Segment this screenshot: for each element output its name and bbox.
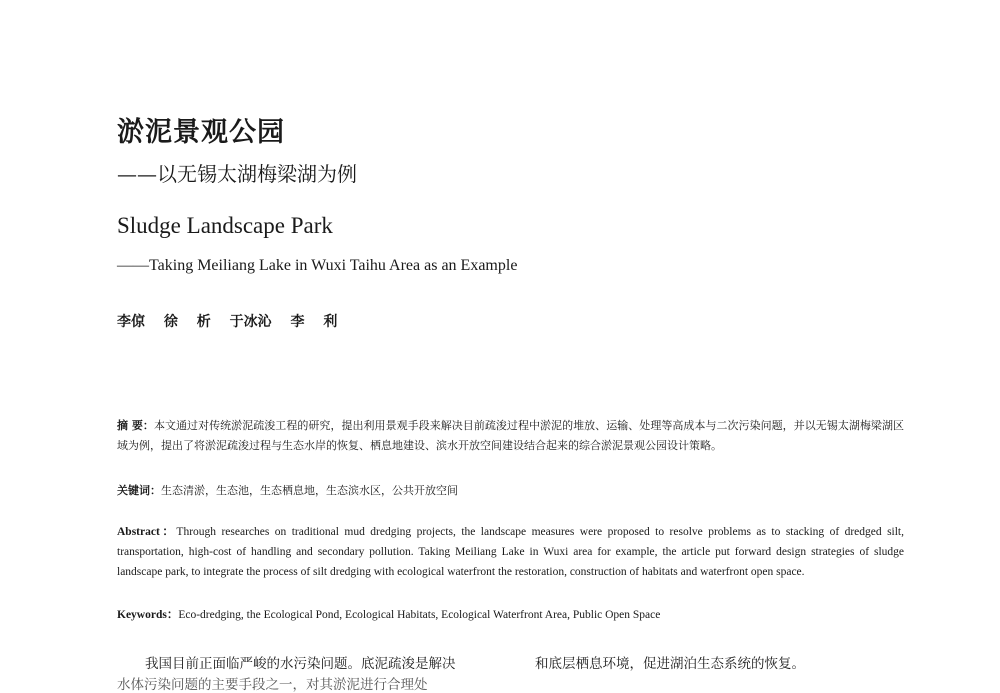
article-title-zh: 淤泥景观公园 [117, 117, 285, 148]
keywords-zh-label: 关键词： [117, 484, 161, 497]
abstract-zh [117, 416, 904, 456]
body-text-left-line2: 水体污染问题的主要手段之一，对其淤泥进行合理处 [117, 677, 428, 693]
article-subtitle-zh: ——以无锡太湖梅梁湖为例 [117, 162, 357, 186]
article-subtitle-en: ——Taking Meiliang Lake in Wuxi Taihu Area as an Example [117, 257, 518, 274]
author-list: 李倞 徐 析 于冰沁 李 利 [117, 314, 338, 330]
abstract-en-label: Abstract： [117, 526, 177, 538]
abstract-zh-label: 摘 要： [117, 419, 154, 432]
keywords-zh [117, 481, 904, 501]
keywords-zh-text: 生态清淤，生态池，生态栖息地，生态滨水区，公共开放空间 [161, 484, 458, 497]
body-text-left-line1: 我国目前正面临严峻的水污染问题。底泥疏浚是解决 [145, 656, 456, 672]
article-title-en: Sludge Landscape Park [117, 213, 333, 238]
keywords-en-text: Eco-dredging, the Ecological Pond, Ecological Habitats, Ecological Waterfront Area, Public Open Space [178, 609, 661, 621]
body-text-right-line1: 和底层栖息环境，促进湖泊生态系统的恢复。 [535, 656, 805, 672]
abstract-zh-text: 本文通过对传统淤泥疏浚工程的研究，提出利用景观手段来解决目前疏浚过程中淤泥的堆放、运输、处理等高成本与二次污染问题，并以无锡太湖梅梁湖区域为例，提出了将淤泥疏浚过程与生态水岸的恢复、栖息地建设、滨水开放空间建设结合起来的综合淤泥景观公园设计策略。 [117, 419, 904, 452]
abstract-en-text: Through researches on traditional mud dredging projects, the landscape measures were proposed to resolve problems as to stacking of dredged silt, transportation, high-cost of handling and secondary pollution. Taking Meiliang Lake in Wuxi area for example, the article put forward design strategies of sludge landscape park, to integrate the process of silt dredging with ecological waterfront the restoration, construction of habitats and waterfront open space. [117, 526, 904, 578]
abstract-en [117, 522, 904, 582]
keywords-en-label: Keywords： [117, 609, 179, 621]
keywords-en [117, 605, 904, 625]
